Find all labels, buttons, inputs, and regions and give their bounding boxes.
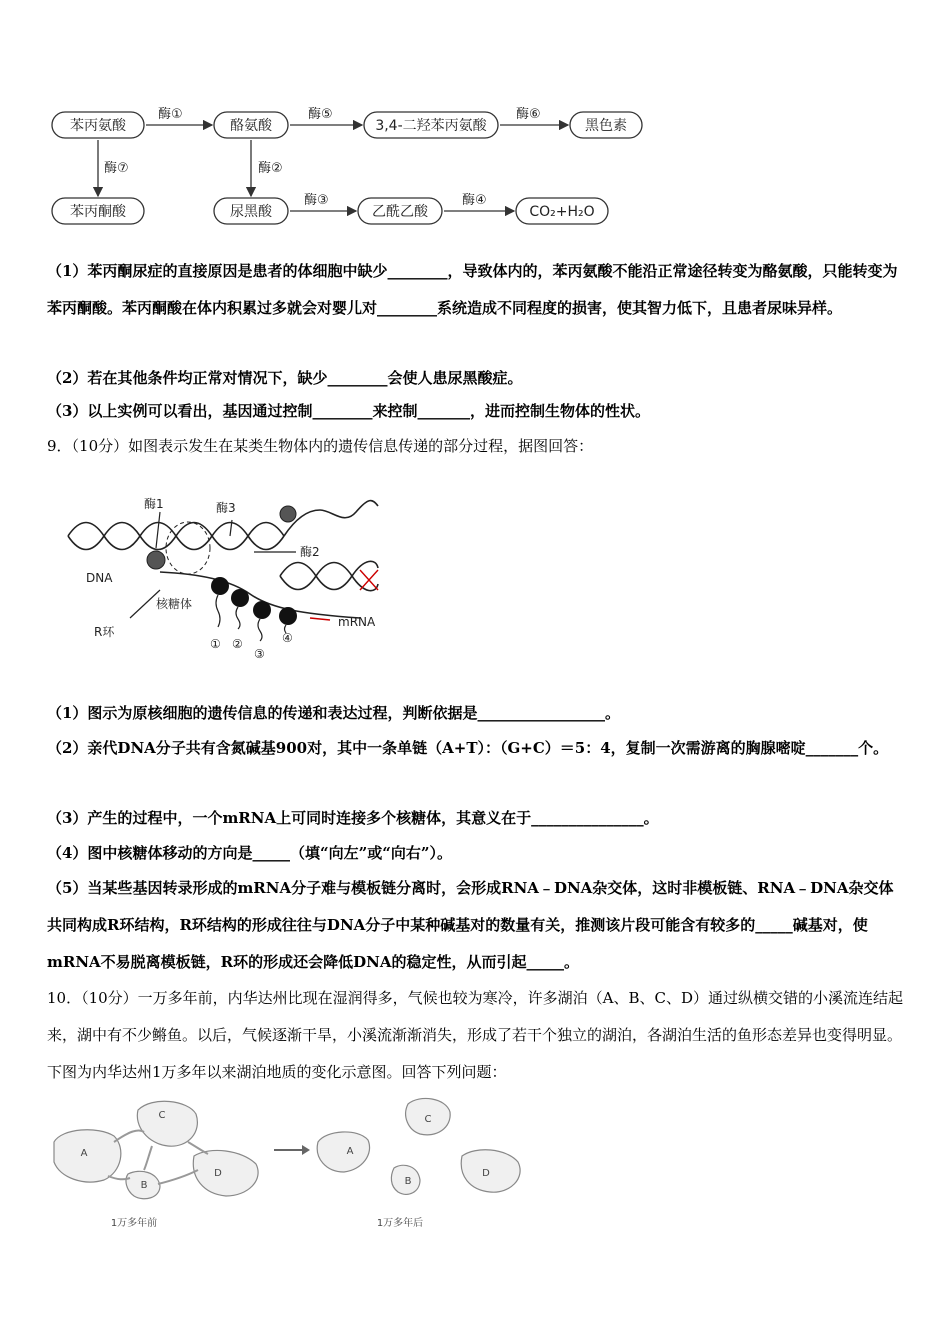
enzyme-5-label: 酶⑤	[308, 107, 333, 122]
stream-3	[158, 1170, 198, 1184]
q8-part-2: （2）若在其他条件均正常对情况下，缺少________会使人患尿黑酸症。	[47, 369, 523, 387]
dna-label: DNA	[86, 571, 113, 585]
lake-d-before-label: D	[214, 1168, 222, 1179]
mrna-red-tail	[310, 618, 330, 620]
lake-c-before-label: C	[158, 1110, 166, 1121]
ribosome-3	[253, 601, 271, 619]
enzyme-2-label: 酶②	[258, 161, 283, 176]
dna-strand-lower-right-a	[280, 561, 378, 589]
enzyme-3-label: 酶③	[304, 193, 329, 208]
metabolic-pathway-diagram	[40, 98, 680, 233]
lake-d-after-label: D	[482, 1168, 490, 1179]
q9-part-5: （5）当某些基因转录形成的mRNA分子难与模板链分离时，会形成RNA﹣DNA杂交体，这时非模板链、RNA﹣DNA杂交体共同构成R环结构，R环结构的形成往往与DNA分子中某种碱基对的数量有关，推测该片段可能含有较多的_____碱基对，使mRNA不易脱离模板链，R环的形成还会降低DNA的稳定性，从而引起_____。	[47, 879, 894, 971]
r-loop-label: R环	[94, 625, 115, 639]
q9-part-4: （4）图中核糖体移动的方向是_____（填“向左”或“向右”）。	[47, 844, 452, 862]
label-co2-h2o: CO₂+H₂O	[529, 204, 595, 220]
label-melanin: 黑色素	[585, 118, 627, 134]
lake-a-before-label: A	[80, 1148, 88, 1159]
lake-d-before	[193, 1150, 258, 1196]
number-3: ③	[254, 647, 265, 661]
caption-before: 1万多年前	[110, 1218, 158, 1229]
lake-a-after-label: A	[346, 1146, 354, 1157]
number-2: ②	[232, 637, 243, 651]
ribosome-2	[231, 589, 249, 607]
ribosome-4	[279, 607, 297, 625]
q8-part-3: （3）以上实例可以看出，基因通过控制________来控制_______，进而控制生物体的性状。	[47, 402, 650, 420]
enzyme-3-label: 酶3	[216, 501, 236, 515]
q10-stem: 10．（10分）一万多年前，内华达州比现在湿润得多，气候也较为寒冷，许多湖泊（A、B、C、D）通过纵横交错的小溪流连结起来，湖中有不少鳉鱼。以后，气候逐渐干旱，小溪流渐渐消失，形成了若干个独立的湖泊，各湖泊生活的鱼形态差异也变得明显。下图为内华达州1万多年以来湖泊地质的变化示意图。回答下列问题：	[47, 989, 904, 1081]
lakes-figure	[48, 1092, 548, 1242]
red-strand	[360, 570, 378, 590]
lake-a-after	[317, 1132, 369, 1172]
label-phenylalanine: 苯丙氨酸	[70, 118, 126, 134]
enzyme-4-label: 酶④	[462, 193, 487, 208]
enzyme-6-label: 酶⑥	[516, 107, 541, 122]
q8-part-1: （1）苯丙酮尿症的直接原因是患者的体细胞中缺少________，导致体内的，苯丙氨酸不能沿正常途径转变为酪氨酸，只能转变为苯丙酮酸。苯丙酮酸在体内积累过多就会对婴儿对________系统造成不同程度的损害，使其智力低下，且患者尿味异样。	[47, 262, 898, 317]
q9-part-2: （2）亲代DNA分子共有含氮碱基900对，其中一条单链（A+T）：（G+C）＝5：4，复制一次需游离的胸腺嘧啶_______个。	[47, 739, 889, 757]
enzyme-1-blob	[147, 551, 165, 569]
enzyme-7-label: 酶⑦	[104, 161, 129, 176]
q9-stem: 9．（10分）如图表示发生在某类生物体内的遗传信息传递的部分过程，据图回答：	[47, 437, 594, 455]
stream-5	[144, 1146, 152, 1170]
enzyme-1-label: 酶①	[158, 107, 183, 122]
label-tyrosine: 酪氨酸	[230, 118, 272, 134]
q9-part-1: （1）图示为原核细胞的遗传信息的传递和表达过程，判断依据是_________________。	[47, 704, 620, 722]
lake-c-after-label: C	[424, 1114, 432, 1125]
lake-a-before	[54, 1130, 121, 1182]
q9-part-3: （3）产生的过程中，一个mRNA上可同时连接多个核糖体，其意义在于_______________。	[47, 809, 659, 827]
mrna-label: mRNA	[338, 615, 376, 629]
label-phenylpyruvate: 苯丙酮酸	[70, 204, 126, 220]
stream-1	[114, 1130, 144, 1142]
lake-c-before	[137, 1101, 197, 1146]
caption-after: 1万多年后	[376, 1218, 424, 1229]
lake-d-after	[461, 1150, 520, 1192]
ribosome-label: 核糖体	[156, 597, 193, 611]
transition-arrow-head	[302, 1145, 310, 1155]
lake-b-after-label: B	[404, 1176, 412, 1187]
number-4: ④	[282, 631, 293, 645]
dna-strand-upper-right	[284, 501, 378, 536]
enzyme-3-blob	[280, 506, 296, 522]
label-acetoacetate: 乙酰乙酸	[372, 204, 428, 220]
number-1: ①	[210, 637, 221, 651]
enzyme-1-label: 酶1	[144, 497, 164, 511]
label-homogentisate: 尿黑酸	[230, 204, 272, 220]
lake-b-before-label: B	[140, 1180, 148, 1191]
stream-4	[188, 1142, 208, 1154]
enzyme-2-label: 酶2	[300, 545, 320, 559]
label-dopa: 3,4-二羟苯丙氨酸	[375, 118, 487, 134]
ribosome-1	[211, 577, 229, 595]
transcription-translation-figure	[60, 490, 390, 665]
